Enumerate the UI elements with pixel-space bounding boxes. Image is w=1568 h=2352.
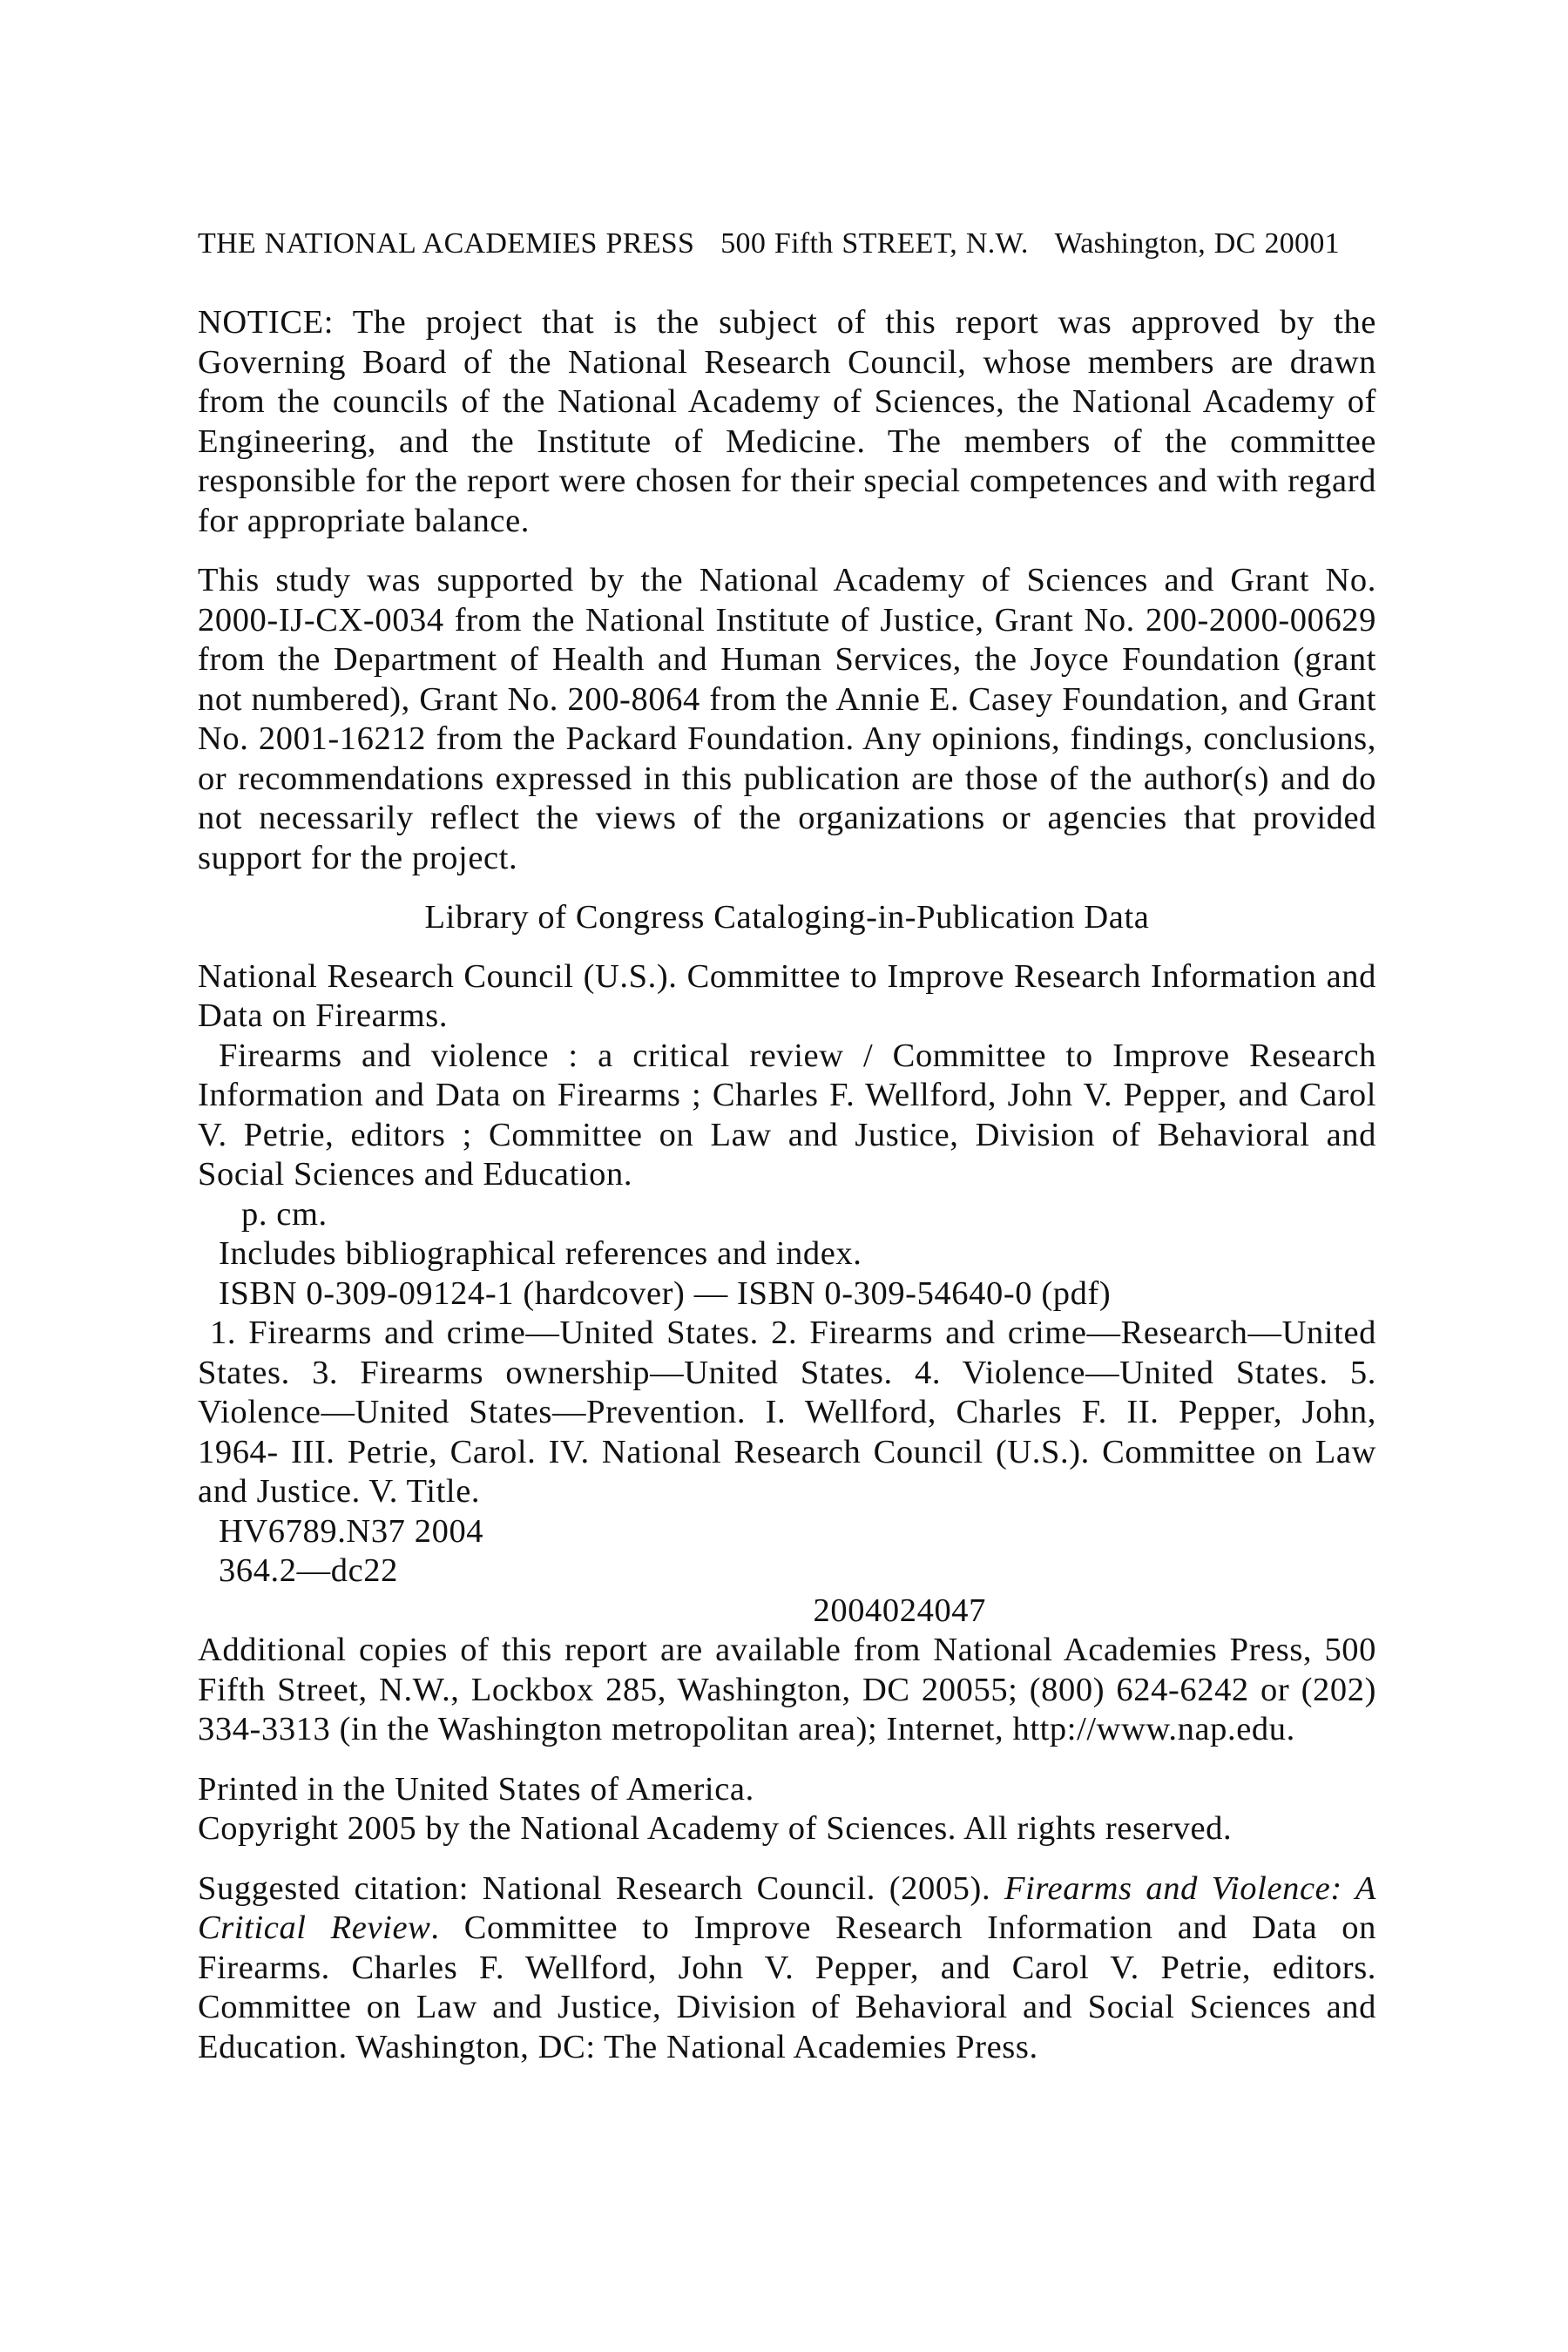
citation-title: Firearms and Violence: A Critical Review [198, 1869, 1376, 1946]
cip-heading: Library of Congress Cataloging-in-Publication Data [424, 899, 1150, 936]
cip-record [198, 957, 1376, 1632]
copyright-page [198, 225, 1376, 2067]
copies-paragraph: Additional copies of this report are available from National Academies Press, 500 Fifth Street, N.W., Lockbox 285, Washington, DC 20055; (800) 624-6242 or (202) 334-3313 (in the Washington metropolitan area); Internet, http://www.nap.edu. [198, 1632, 1376, 1747]
press-city: Washington, DC 20001 [1054, 227, 1340, 260]
cip-lc-class: HV6789.N37 2004 [219, 1512, 484, 1550]
cip-title-statement: Firearms and violence : a critical review / Committee to Improve Research Information and Data on Firearms ; Charles F. Wellford, John V. Pepper, and Carol V. Petrie, editors ; Committee on Law and Justice, Division of Behavioral and Social Sciences and Education. [198, 1037, 1376, 1193]
publisher-header [198, 225, 1376, 263]
press-street: 500 Fifth STREET, N.W. [720, 227, 1029, 260]
cip-isbn: ISBN 0-309-09124-1 (hardcover) — ISBN 0-309-54640-0 (pdf) [219, 1274, 1112, 1312]
cip-notes: Includes bibliographical references and index. [219, 1235, 862, 1272]
support-paragraph: This study was supported by the National Academy of Sciences and Grant No. 2000-IJ-CX-0034 from the National Institute of Justice, Grant No. 200-2000-00629 from the Department of Health and Human Services, the Joyce Foundation (grant not numbered), Grant No. 200-8064 from the Annie E. Casey Foundation, and Grant No. 2001-16212 from the Packard Foundation. Any opinions, findings, conclusions, or recommendations expressed in this publication are those of the author(s) and do not necessarily reflect the views of the organizations or agencies that provided support for the project. [198, 562, 1376, 876]
suggested-citation [198, 1869, 1376, 2068]
citation-rest: . Committee to Improve Research Information and Data on Firearms. Charles F. Wellford, John V. Pepper, and Carol V. Petrie, editors. Committee on Law and Justice, Division of Behavioral and Social Sciences and Education. Washington, DC: The National Academies Press. [198, 1909, 1376, 2065]
notice-paragraph: NOTICE: The project that is the subject of this report was approved by the Governing Board of the National Research Council, whose members are drawn from the councils of the National Academy of Sciences, the National Academy of Engineering, and the Institute of Medicine. The members of the committee responsible for the report were chosen for their special competences and with regard for appropriate balance. [198, 304, 1376, 539]
cip-lccn: 2004024047 [813, 1592, 986, 1629]
cip-dewey: 364.2—dc22 [219, 1552, 398, 1589]
copyright-line: Copyright 2005 by the National Academy of Sciences. All rights reserved. [198, 1810, 1233, 1847]
cip-subjects: 1. Firearms and crime—United States. 2. Firearms and crime—Research—United States. 3. Firearms ownership—United States. 4. Violence—United States. 5. Violence—United States—Prevention. I. Wellford, Charles F. II. Pepper, John, 1964- III. Petrie, Carol. IV. National Research Council (U.S.). Committee on Law and Justice. V. Title. [198, 1315, 1376, 1510]
cip-author: National Research Council (U.S.). Committee to Improve Research Information and Data on Firearms. [198, 957, 1376, 1034]
cip-physical: p. cm. [241, 1195, 328, 1233]
printed-line: Printed in the United States of America. [198, 1770, 754, 1808]
citation-lead: Suggested citation: National Research Council. (2005). [198, 1869, 1004, 1907]
press-name: THE NATIONAL ACADEMIES PRESS [198, 227, 695, 260]
